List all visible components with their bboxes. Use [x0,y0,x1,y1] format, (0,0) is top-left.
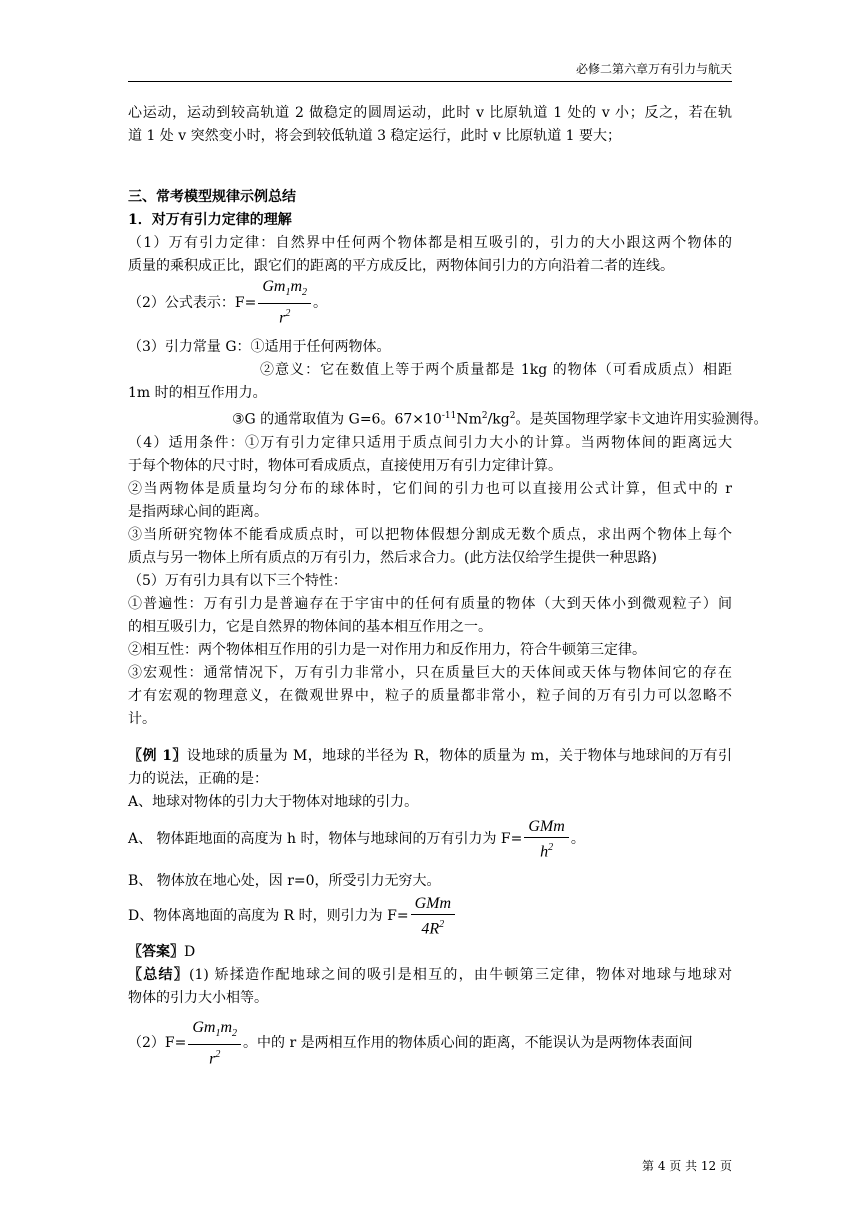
option-a: A、地球对物体的引力大于物体对地球的引力。 [128,793,419,810]
paragraph-line: 1m 时的相互作用力。 [128,385,267,401]
paragraph-line: （3）引力常量 G：①适用于任何两物体。 [128,339,391,355]
paragraph-line: ③当所研究物体不能看成质点时，可以把物体假想分割成无数个质点，求出两个物体上每个 [128,526,732,543]
option-d-formula: $\frac{\text{GMm}}{4R^2}$ [411,894,455,939]
header-rule [128,81,732,82]
paragraph-line: ②相互性：两个物体相互作用的引力是一对作用力和反作用力，符合牛顿第三定律。 [128,641,646,658]
formula-prefix: （2）公式表示：F= [128,294,257,311]
paragraph-line: 才有宏观的物理意义，在微观世界中，粒子的质量都非常小，粒子间的万有引力可以忽略不 [128,687,732,704]
summary-label: 〖总结〗 [128,966,190,983]
paragraph-line: 计。 [128,710,156,727]
summary-formula: $\frac{Gm_1m_2}{r^2}$ [188,1018,241,1070]
paragraph-line: 质量的乘积成正比，跟它们的距离的平方成反比，两物体间引力的方向沿着二者的连线。 [128,258,674,274]
answer-label: 〖答案〗 [128,943,184,960]
option-b: B、 物体放在地心处，因 r=0，所受引力无穷大。 [128,872,441,889]
example-line: 力的说法，正确的是： [128,770,268,787]
intro-line: 道 1 处 v 突然变小时，将会到较低轨道 3 稳定运行，此时 v 比原轨道 1 要大； [128,128,622,144]
summary-line: 〖总结〗(1) 矫揉造作配地球之间的吸引是相互的，由牛顿第三定律，物体对地球与地球对 [128,966,733,983]
page-header: 必修二第六章万有引力与航天 [575,62,732,76]
option-a2: A、 物体距地面的高度为 h 时，物体与地球间的万有引力为 F= $\frac{\text{GMm}}{h^2}$ 。 [128,817,585,861]
paragraph-line: ①普遍性：万有引力是普遍存在于宇宙中的任何有质量的物体（大到天体小到微观粒子）间 [128,595,732,612]
section-heading: 三、常考模型规律示例总结 [128,189,296,205]
example-label: 〖例 1〗 [128,747,187,764]
document-body [128,102,768,1072]
formula-line [128,280,732,326]
option-a2-formula: $\frac{\text{GMm}}{h^2}$ [524,817,568,862]
example-line: 〖例 1〗设地球的质量为 M，地球的半径为 R，物体的质量为 m，关于物体与地球间的万有引 [128,747,732,764]
option-d: D、物体离地面的高度为 R 时，则引力为 F= $\frac{\text{GMm}}{4R^2}$ [128,893,732,941]
constant-value-line: ③G 的通常取值为 G=6。$67\times 10^{-11}Nm^2/kg^2$。是英国物理学家卡文迪许用实验测得。 [232,411,768,428]
paragraph-line: 的相互吸引力，它是自然界的物体间的基本相互作用之一。 [128,618,492,635]
paragraph-line: ③宏观性：通常情况下，万有引力非常小，只在质量巨大的天体间或天体与物体间它的存在 [128,664,732,681]
paragraph-line: （5）万有引力具有以下三个特性： [128,572,347,589]
answer-value: D [184,943,196,960]
paragraph-line: 是指两球心间的距离。 [128,503,268,520]
paragraph-line: （1）万有引力定律：自然界中任何两个物体都是相互吸引的，引力的大小跟这两个物体的 [128,235,732,251]
answer-line [128,941,732,964]
intro-line: 心运动，运动到较高轨道 2 做稳定的圆周运动，此时 v 比原轨道 1 处的 v 小；反之，若在轨 [128,105,732,121]
formula-suffix: 。 [313,294,328,311]
summary-line: 物体的引力大小相等。 [128,989,268,1006]
gravitation-formula: $\frac{Gm_1m_2}{r^2}$ [258,277,311,329]
paragraph-line: （4）适用条件：①万有引力定律只适用于质点间引力大小的计算。当两物体间的距离远大 [128,434,732,451]
paragraph-line: ②意义：它在数值上等于两个质量都是 1kg 的物体（可看成质点）相距 [260,362,732,378]
page-footer: 第 4 页 共 12 页 [642,1159,732,1173]
section-subheading: 1．对万有引力定律的理解 [128,212,292,228]
paragraph-line: 于每个物体的尺寸时，物体可看成质点，直接使用万有引力定律计算。 [128,457,562,474]
paragraph-line: ②当两物体是质量均匀分布的球体时，它们间的引力也可以直接用公式计算，但式中的 r [128,480,732,497]
paragraph-line: 质点与另一物体上所有质点的万有引力，然后求合力。(此方法仅给学生提供一种思路) [128,549,657,566]
summary-formula-line: （2）F= $\frac{Gm_1m_2}{r^2}$ 。中的 r 是两相互作用的物体质心间的距离，不能误认为是两物体表面间 [128,1018,693,1068]
